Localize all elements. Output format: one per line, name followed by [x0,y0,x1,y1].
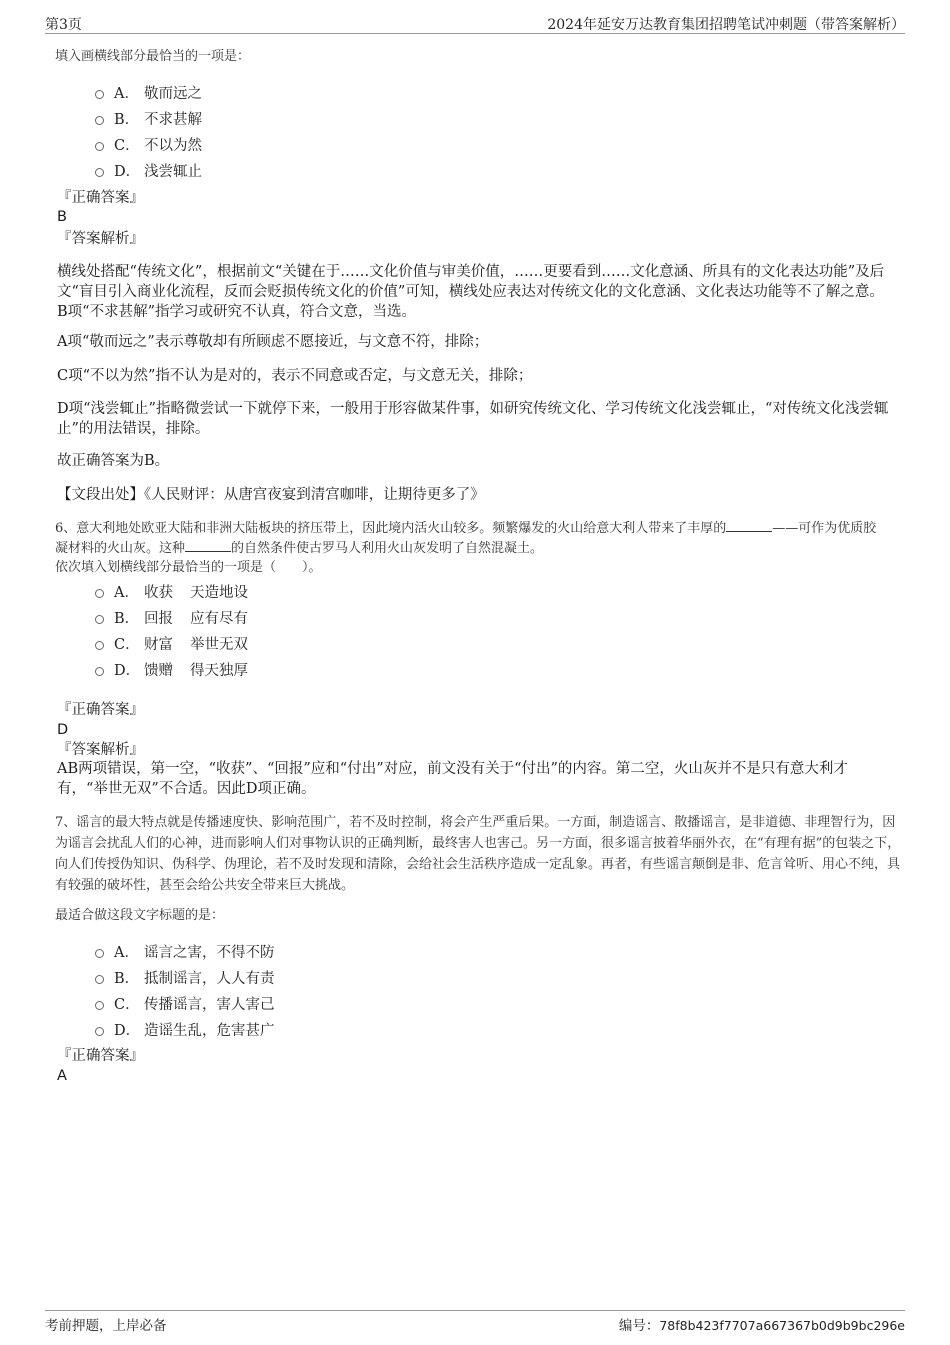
q6-answer-label: 『正确答案』 [57,702,144,718]
q6-stem-line-2: 凝材料的火山灰。这种 的自然条件使古罗马人利用火山灰发明了自然混凝土。 [55,541,544,556]
q7-answer-label: 『正确答案』 [57,1048,144,1064]
radio-icon[interactable] [95,116,104,125]
q5-option-b[interactable]: B． 不求甚解 [95,108,202,129]
q5-analysis-paragraph-2: A项“敬而远之”表示尊敬却有所顾虑不愿接近，与文意不符，排除； [57,334,489,350]
q6-answer: D [57,722,69,738]
fill-blank [185,539,231,552]
radio-icon[interactable] [95,667,104,676]
radio-icon[interactable] [95,641,104,650]
q6-option-a[interactable]: A． 收获 天造地设 [95,581,248,602]
q6-analysis: AB两项错误，第一空，“收获”、“回报”应和“付出”对应，前文没有关于“付出”的内容。第二空，火山灰并不是只有意大利才有，“举世无双”不合适。因此D项正确。 [57,761,848,797]
q5-conclusion: 故正确答案为B。 [57,453,170,469]
q7-option-b[interactable]: B． 抵制谣言，人人有责 [95,967,275,988]
radio-icon[interactable] [95,90,104,99]
fill-blank [726,519,772,532]
q5-analysis-paragraph-1: 横线处搭配“传统文化”，根据前文“关键在于……文化价值与审美价值，……更要看到……文化意涵、所具有的文化表达功能”及后文“盲目引入商业化流程，反而会贬损传统文化的价值”可知，横线处应表达对传统文化的文化意涵、文化表达功能等不了解之意。B项“不求甚解”指学习或研究不认真，符合文意，当选。 [57,264,885,320]
q6-analysis-label: 『答案解析』 [57,742,144,758]
document-title: 2024年延安万达教育集团招聘笔试冲刺题（带答案解析） [547,17,905,33]
q5-option-c[interactable]: C． 不以为然 [95,134,202,155]
q6-option-c[interactable]: C． 财富 举世无双 [95,633,248,654]
q7-answer: A [57,1068,67,1084]
radio-icon[interactable] [95,589,104,598]
q7-option-d[interactable]: D． 造谣生乱，危害甚广 [95,1019,275,1040]
document-code: 编号：78f8b423f7707a667367b0d9b9bc296e [618,1318,905,1334]
radio-icon[interactable] [95,168,104,177]
q5-option-a[interactable]: A． 敬而远之 [95,82,202,103]
q6-option-d[interactable]: D． 馈赠 得天独厚 [95,659,248,680]
footer-slogan: 考前押题，上岸必备 [45,1318,167,1334]
q7-prompt: 最适合做这段文字标题的是： [55,908,225,923]
radio-icon[interactable] [95,1027,104,1036]
radio-icon[interactable] [95,949,104,958]
q5-source: 【文段出处】《人民财评：从唐宫夜宴到清宫咖啡，让期待更多了》 [57,487,485,503]
radio-icon[interactable] [95,615,104,624]
page-number: 第3页 [45,17,82,33]
radio-icon[interactable] [95,975,104,984]
q6-prompt: 依次填入划横线部分最恰当的一项是（ ）。 [55,560,322,575]
q7-stem: 7、谣言的最大特点就是传播速度快、影响范围广，若不及时控制，将会产生严重后果。一方面，制造谣言、散播谣言，是非道德、非理智行为，因为谣言会扰乱人们的心神，进而影响人们对事物认识的正确判断，最终害人也害己。另一方面，很多谣言披着华丽外衣，在“有理有据”的包装之下，向人们传授伪知识、伪科学、伪理论，若不及时发现和清除，会给社会生活秩序造成一定乱象。再者，有些谣言颠倒是非、危言耸听、用心不纯，具有较强的破坏性，甚至会给公共安全带来巨大挑战。 [55,815,901,893]
footer-divider [45,1310,905,1311]
q5-analysis-label: 『答案解析』 [57,231,144,247]
q6-option-b[interactable]: B． 回报 应有尽有 [95,607,248,628]
q5-analysis-paragraph-4: D项“浅尝辄止”指略微尝试一下就停下来，一般用于形容做某件事，如研究传统文化、学习传统文化浅尝辄止，“对传统文化浅尝辄止”的用法错误，排除。 [57,401,889,437]
q5-option-d[interactable]: D． 浅尝辄止 [95,160,202,181]
q5-analysis-paragraph-3: C项“不以为然”指不认为是对的，表示不同意或否定，与文意无关，排除； [57,368,533,384]
q6-stem-line-1: 6、意大利地处欧亚大陆和非洲大陆板块的挤压带上，因此境内活火山较多。频繁爆发的火山给意大利人带来了丰厚的 ——可作为优质胶 [55,521,877,536]
q5-prompt: 填入画横线部分最恰当的一项是： [55,49,251,64]
q5-answer: B [57,209,67,225]
q5-answer-label: 『正确答案』 [57,190,144,206]
q7-option-c[interactable]: C． 传播谣言，害人害己 [95,993,275,1014]
header-divider [45,33,905,34]
q7-option-a[interactable]: A． 谣言之害，不得不防 [95,941,275,962]
radio-icon[interactable] [95,142,104,151]
radio-icon[interactable] [95,1001,104,1010]
